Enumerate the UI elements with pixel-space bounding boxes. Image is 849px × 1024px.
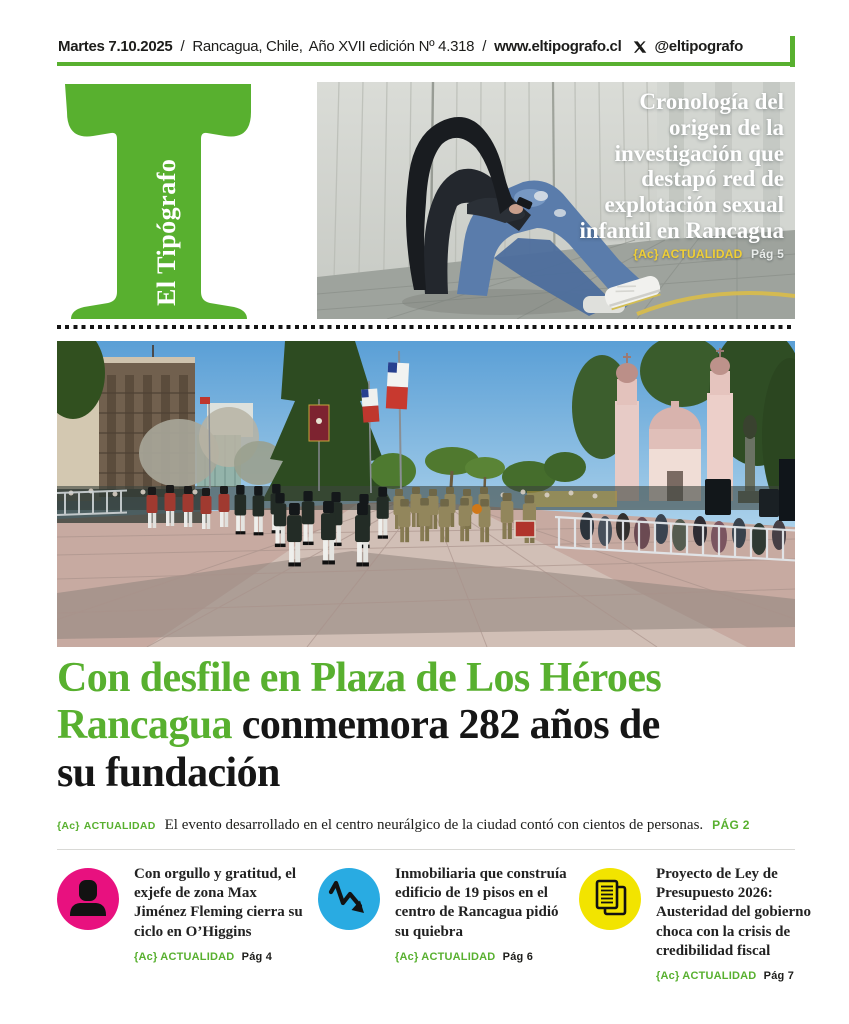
dotted-divider [57,325,795,329]
logo-wordmark: El Tipógrafo [152,158,181,306]
teaser-story-2[interactable] [318,865,567,981]
page-ref[interactable]: Pág 4 [241,950,273,963]
top-story[interactable] [317,82,795,319]
lead-story-photo [57,341,795,647]
teaser-headline[interactable]: Con orgullo y gratitud, el exjefe de zona Max Jiménez Fleming cierra su ciclo en O’Higgins [134,866,303,940]
lead-story-deck-row [57,817,795,834]
masthead-website-link[interactable]: www.eltipografo.cl [494,38,622,55]
teaser-headline[interactable]: Proyecto de Ley de Presupuesto 2026: Austeridad del gobierno choca con la crisis de credibilidad fiscal [656,866,812,959]
section-divider [57,849,795,850]
page-ref[interactable]: PÁG 2 [712,818,750,833]
teaser-kicker: {Ac} ACTUALIDAD Pág 4 [134,950,273,963]
masthead-edition: Año XVII edición Nº 4.318 [308,38,475,55]
teaser-story-3[interactable] [579,865,828,981]
top-story-headline[interactable]: Cronología del origen de la investigación que destapó red de explotación sexual infantil en Rancagua [579,89,784,243]
teaser-kicker: {Ac} ACTUALIDAD Pág 6 [395,950,534,963]
hero-row [57,82,795,319]
masthead-location: Rancagua, Chile, [192,38,303,55]
declining-chart-icon [318,868,380,930]
masthead-bar [57,34,795,66]
masthead-corner-mark [790,36,795,67]
documents-icon [579,868,641,930]
newspaper-logo [57,82,317,319]
teaser-row [57,865,812,982]
top-story-kicker [633,247,784,261]
person-icon [57,868,119,930]
t-logo-icon [57,82,317,319]
parade-photo-illustration [57,341,795,647]
masthead-x-handle-link[interactable]: @eltipografo [654,38,743,55]
section-tag: {Ac} [57,820,80,833]
masthead-separator: / [180,38,185,55]
section-label: ACTUALIDAD [661,247,743,261]
page-ref[interactable]: Pág 7 [763,969,795,982]
page-ref[interactable]: Pág 5 [750,247,784,261]
section-tag: {Ac} [633,247,659,261]
teaser-story-1[interactable] [57,865,306,981]
section-label: ACTUALIDAD [83,820,156,833]
lead-story-headline[interactable]: Con desfile en Plaza de Los Héroes Rancagua conmemora 282 años de su fundación [57,655,662,796]
x-twitter-icon [633,40,647,54]
masthead-date: Martes 7.10.2025 [58,38,173,55]
masthead-separator: / [482,38,487,55]
lead-story-deck: El evento desarrollado en el centro neurálgico de la ciudad contó con cientos de personas. [164,817,704,834]
page-ref[interactable]: Pág 6 [502,950,534,963]
teaser-kicker: {Ac} ACTUALIDAD Pág 7 [656,969,795,982]
teaser-headline[interactable]: Inmobiliaria que construía edificio de 19 pisos en el centro de Rancagua pidió su quiebra [395,866,567,940]
